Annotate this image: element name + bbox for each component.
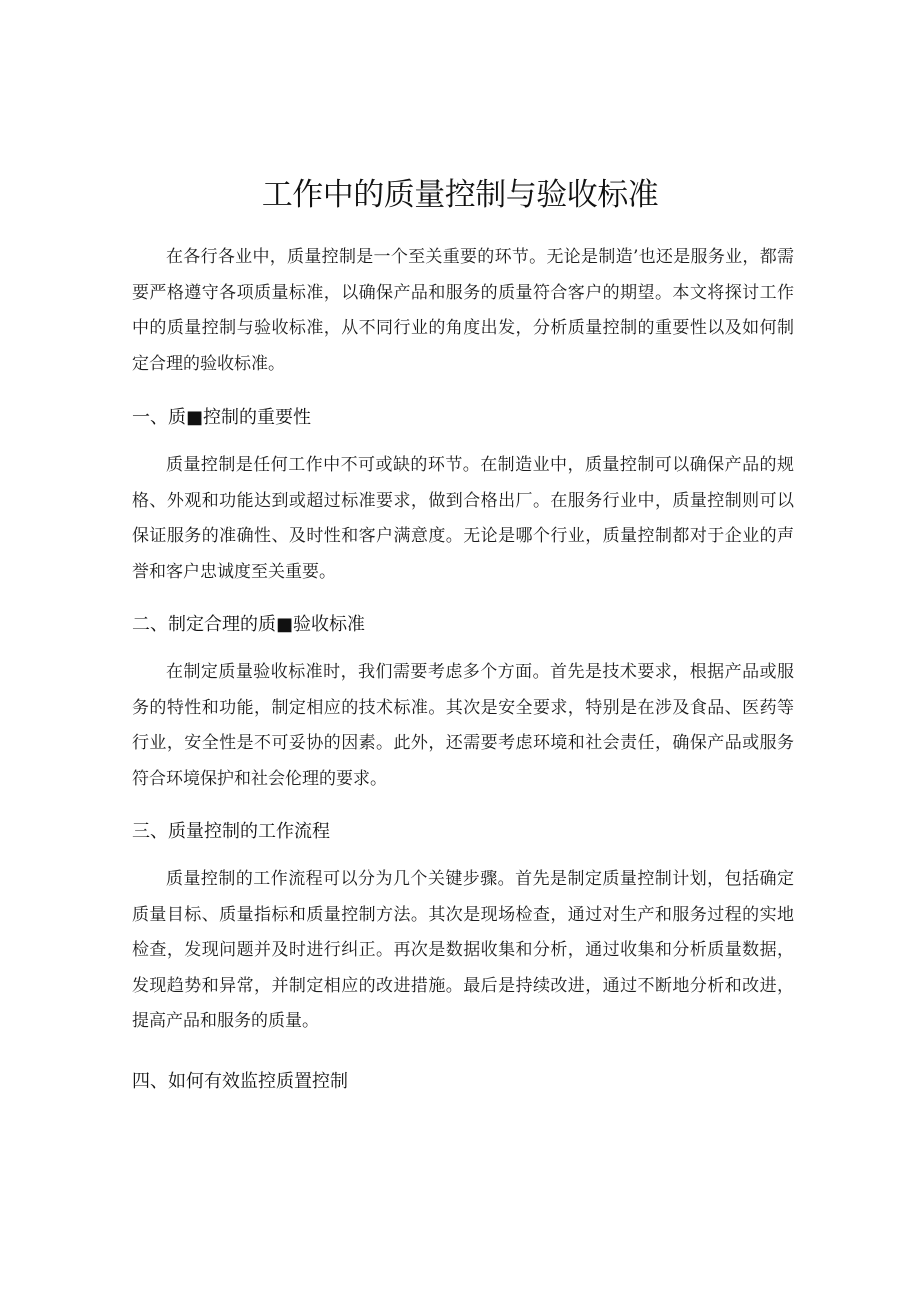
section-heading-4: 四、如何有效监控质置控制 [132, 1071, 348, 1092]
section-heading-2: 二、制定合理的质■验收标准 [132, 614, 366, 635]
section-paragraph-1: 质量控制是任何工作中不可或缺的环节。在制造业中，质量控制可以确保产品的规格、外观和功能达到或超过标准要求，做到合格出厂。在服务行业中，质量控制则可以保证服务的准确性、及时性和客户满意度。无论是哪个行业，质量控制都对于企业的声誉和客户忠诚度至关重要。 [132, 455, 794, 582]
section-paragraph-2: 在制定质量验收标准时，我们需要考虑多个方面。首先是技术要求，根据产品或服务的特性和功能，制定相应的技术标准。其次是安全要求，特别是在涉及食品、医药等行业，安全性是不可妥协的因素。此外，还需要考虑环境和社会责任，确保产品或服务符合环境保护和社会伦理的要求。 [132, 662, 794, 789]
section-paragraph-3: 质量控制的工作流程可以分为几个关键步骤。首先是制定质量控制计划，包括确定质量目标、质量指标和质量控制方法。其次是现场检查，通过对生产和服务过程的实地检查，发现问题并及时进行纠正。再次是数据收集和分析，通过收集和分析质量数据，发现趋势和异常，并制定相应的改进措施。最后是持续改进，通过不断地分析和改进，提高产品和服务的质量。 [132, 869, 794, 1031]
section-heading-1: 一、质■控制的重要性 [132, 407, 312, 428]
intro-paragraph: 在各行各业中，质量控制是一个至关重要的环节。无论是制造’也还是服务业，都需要严格遵守各项质量标准，以确保产品和服务的质量符合客户的期望。本文将探讨工作中的质量控制与验收标准，从不同行业的角度出发，分析质量控制的重要性以及如何制定合理的验收标准。 [132, 247, 794, 374]
section-heading-3: 三、质量控制的工作流程 [132, 821, 330, 842]
document-title: 工作中的质量控制与验收标准 [261, 177, 659, 213]
